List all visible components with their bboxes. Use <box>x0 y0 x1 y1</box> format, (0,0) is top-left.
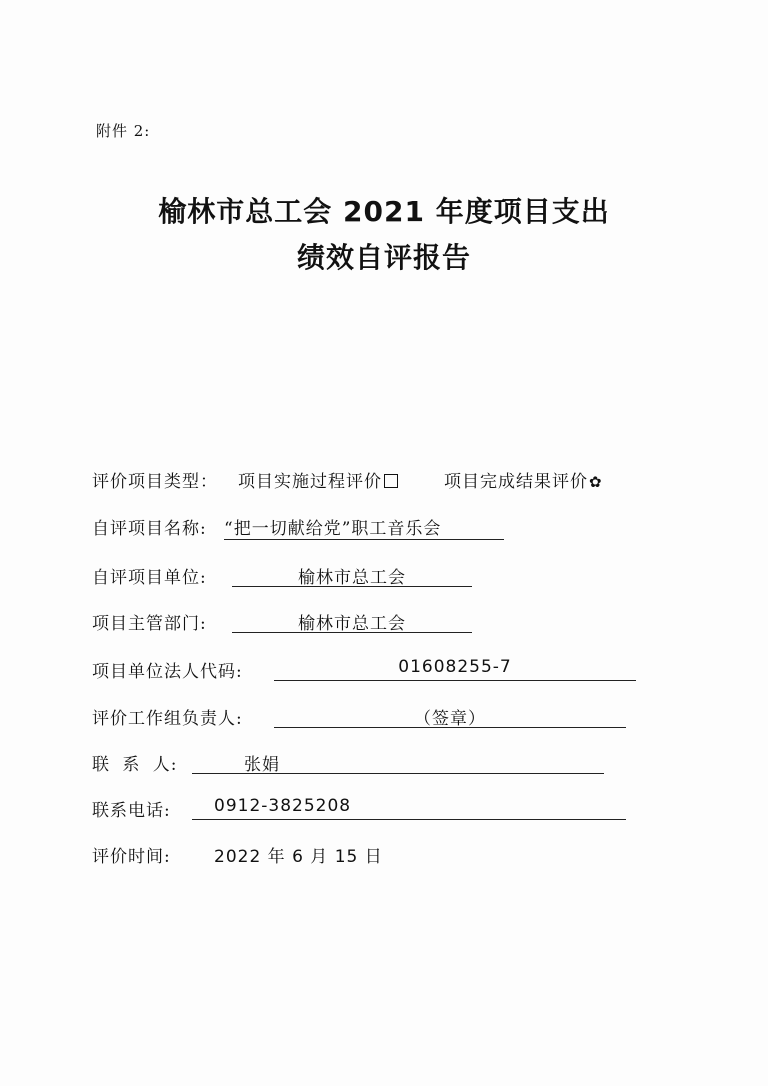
eval-type-option-result-label: 项目完成结果评价 <box>444 472 588 492</box>
leader-underline <box>274 727 626 728</box>
legal-code-label: 项目单位法人代码: <box>92 662 243 682</box>
eval-time-label: 评价时间: <box>92 847 171 867</box>
eval-type-option-process[interactable] <box>238 467 398 492</box>
attachment-label: 附件 2: <box>96 122 151 140</box>
project-name-label: 自评项目名称: <box>92 519 207 539</box>
phone-value[interactable]: 0912-3825208 <box>214 796 352 816</box>
phone-label: 联系电话: <box>92 801 171 821</box>
report-title-line2: 绩效自评报告 <box>296 241 471 274</box>
project-unit-value[interactable]: 榆林市总工会 <box>298 568 406 588</box>
eval-type-option-result[interactable] <box>444 467 603 492</box>
eval-type-label: 评价项目类型： <box>92 472 218 492</box>
supervisor-underline <box>232 632 472 633</box>
eval-time-value[interactable]: 2022 年 6 月 15 日 <box>214 847 383 867</box>
phone-underline <box>192 819 626 820</box>
contact-underline <box>192 773 604 774</box>
supervisor-value[interactable]: 榆林市总工会 <box>298 614 406 634</box>
result-selected-mark-icon: ✿ <box>589 473 603 491</box>
project-name-underline <box>224 539 504 540</box>
project-unit-label: 自评项目单位: <box>92 568 207 588</box>
project-unit-underline <box>232 586 472 587</box>
legal-code-underline <box>274 680 636 681</box>
contact-label: 联 系 人: <box>92 755 178 775</box>
project-name-value[interactable]: “把一切献给党”职工音乐会 <box>224 519 442 539</box>
supervisor-label: 项目主管部门: <box>92 614 207 634</box>
legal-code-value[interactable]: 01608255-7 <box>398 657 512 677</box>
leader-label: 评价工作组负责人: <box>92 709 243 729</box>
report-title-line1: 榆林市总工会 2021 年度项目支出 <box>158 195 610 228</box>
eval-type-option-process-label: 项目实施过程评价 <box>238 472 382 492</box>
process-checkbox[interactable] <box>384 474 398 488</box>
leader-value[interactable]: （签章） <box>414 709 486 729</box>
contact-value[interactable]: 张娟 <box>244 755 280 775</box>
